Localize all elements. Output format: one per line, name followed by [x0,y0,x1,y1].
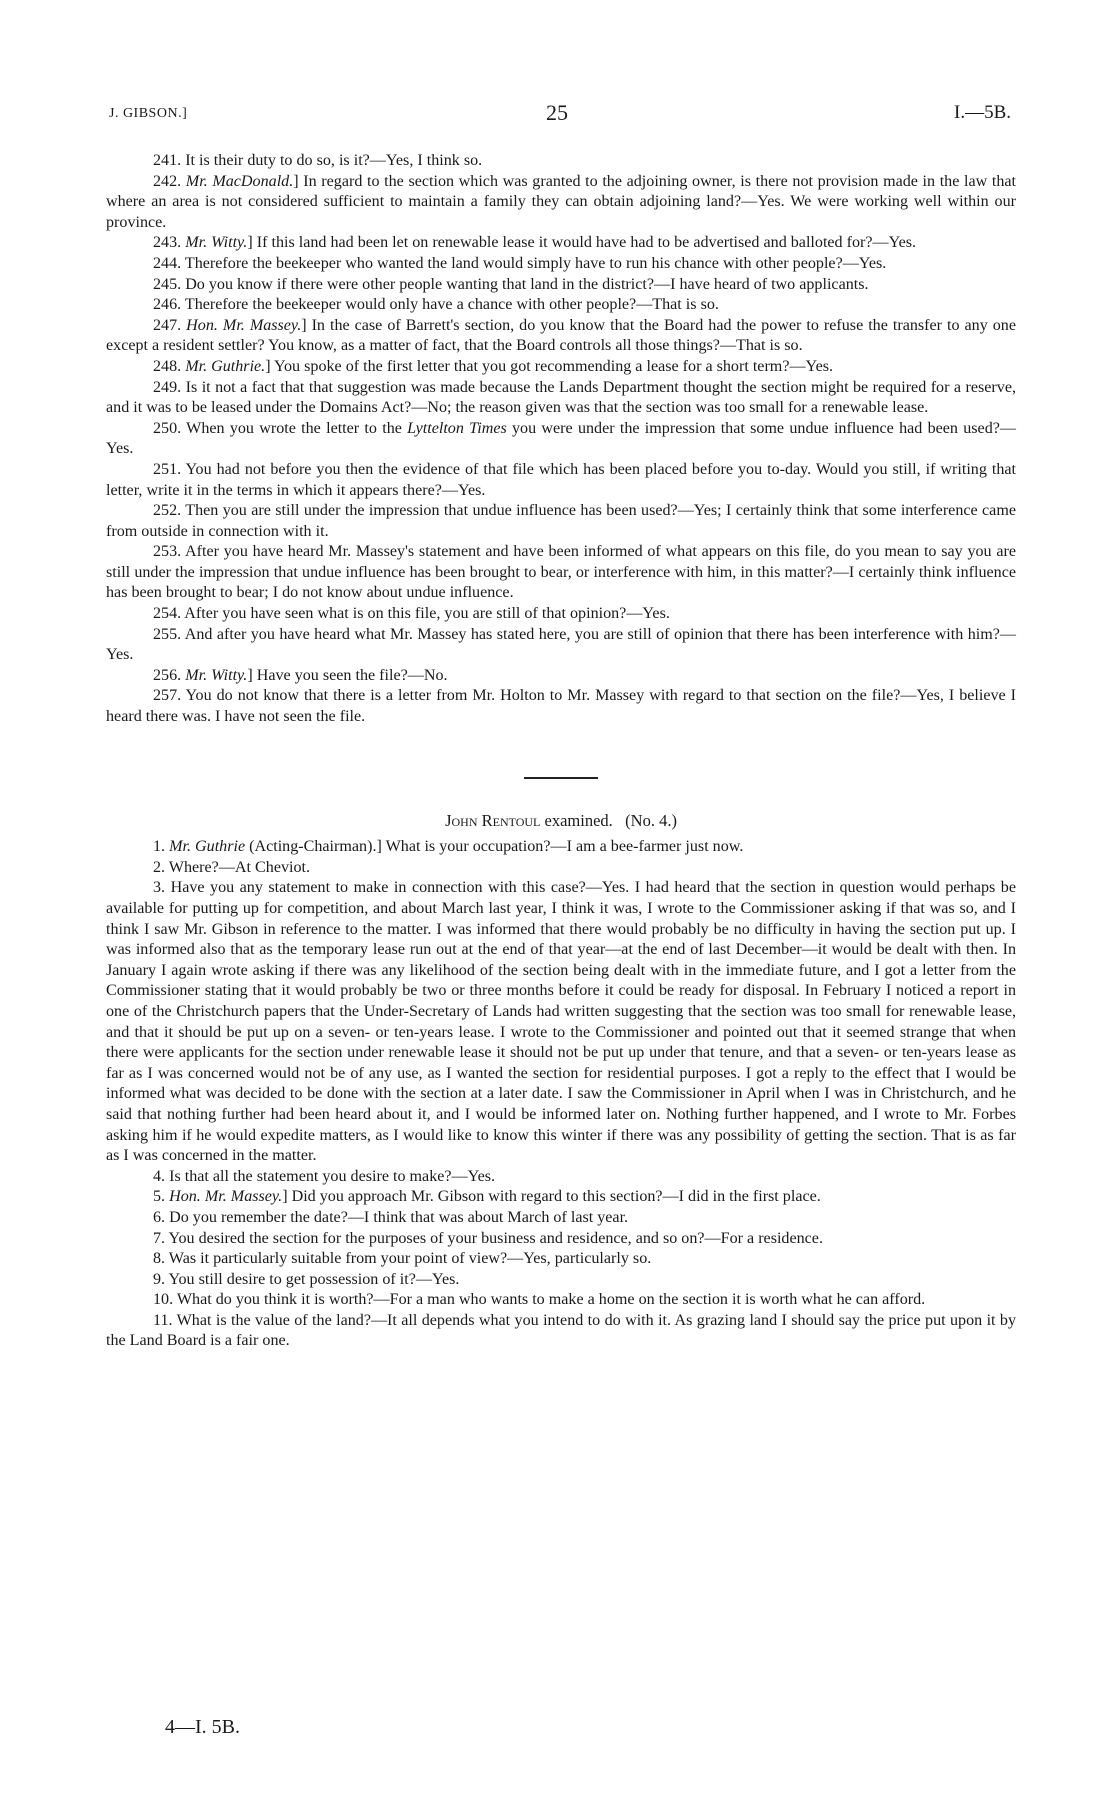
question-answer-paragraph [106,1311,1016,1352]
paragraph-text: 248. [153,357,186,375]
paragraph-text: 1. [153,838,170,856]
question-answer-paragraph [106,419,1016,460]
paragraph-text: 7. You desired the section for the purposes of your business and residence, and so on?—For a residence. [153,1229,823,1247]
paragraph-text: 9. You still desire to get possession of it?—Yes. [153,1270,460,1288]
question-answer-paragraph [106,254,1016,275]
paragraph-text: 6. Do you remember the date?—I think that was about March of last year. [153,1208,629,1226]
question-answer-paragraph [106,316,1016,357]
paragraph-text: 3. Have you any statement to make in connection with this case?—Yes. I had heard that the section in question would perhaps be available for putting up for competition, and about March last year, I think it was, I wrote to the Commissioner asking if that was so, and I think I saw Mr. Gibson in reference to the matter. I was informed that there would probably be no difficulty in having the section put up. I was informed also that as the temporary lease run out at the end of that year—at the end of last December—it would be dealt with then. In January I again wrote asking if there was any likelihood of the section being dealt with in the immediate future, and I got a letter from the Commissioner stating that it would probably be two or three months before it could be ready for disposal. In February I noticed a report in one of the Christchurch papers that the Under-Secretary of Lands had written suggesting that the section was too small for renewable lease, and that it should be put up on a seven- or ten-years lease. I wrote to the Commissioner and pointed out that it seemed strange that when there were applicants for the section under renewable lease it should not be put up under that tenure, and that a seven- or ten-years lease as far as I was concerned would not be of any use, as I wanted the section for residential purposes. I got a reply to the effect that I would be informed what was decided to be done with the section at a later date. I saw the Commissioner in April when I was in Christchurch, and he said that nothing further had been heard about it, and I would be informed later on. Nothing further happened, and I wrote to Mr. Forbes asking him if he would expedite matters, as I would like to know this winter if there was any possibility of getting the section. That is as far as I was concerned in the matter. [106,879,1016,1165]
speaker-name: Hon. Mr. Massey. [169,1188,283,1206]
paragraph-text: 249. Is it not a fact that that suggestion was made because the Lands Department thought the section might be required for a reserve, and it was to be leased under the Domains Act?—No; the reason given was that the section was too small for a renewable lease. [106,378,1016,417]
paragraph-text: 254. After you have seen what is on this file, you are still of that opinion?—Yes. [153,605,670,623]
question-answer-paragraph [106,1290,1016,1311]
gibson-evidence-block [106,151,1016,728]
question-answer-paragraph [106,1229,1016,1250]
speaker-name: Mr. MacDonald. [185,172,294,190]
question-answer-paragraph [106,460,1016,501]
speaker-name: Mr. Witty. [185,666,248,684]
paragraph-text: ] In the case of Barrett's section, do you know that the Board had the power to refuse the transfer to any one except a resident settler? You know, as a matter of fact, that the Board controls all those things?—That is so. [106,316,1016,355]
paragraph-text: 250. When you wrote the letter to the [153,419,408,437]
question-answer-paragraph [106,1270,1016,1291]
paragraph-text: 255. And after you have heard what Mr. Massey has stated here, you are still of opinion that there has been interference with him?—Yes. [106,625,1016,664]
paragraph-text: 257. You do not know that there is a letter from Mr. Holton to Mr. Massey with regard to that section on the file?—Yes, I believe I heard there was. I have not seen the file. [106,687,1016,726]
question-answer-paragraph [106,604,1016,625]
evidence-body [106,151,1016,1352]
question-answer-paragraph [106,275,1016,296]
paragraph-text: 251. You had not before you then the evidence of that file which has been placed before you to-day. Would you still, if writing that letter, write it in the terms in which it appears there?—Yes. [106,460,1016,499]
paragraph-text: ] Have you seen the file?—No. [247,666,448,684]
speaker-name: Mr. Guthrie. [185,357,266,375]
paragraph-text: 4. Is that all the statement you desire to make?—Yes. [153,1167,496,1185]
question-answer-paragraph [106,625,1016,666]
question-answer-paragraph [106,172,1016,234]
paragraph-text: 10. What do you think it is worth?—For a man who wants to make a home on the section it is worth what he can afford. [153,1291,926,1309]
header-witness-name: J. GIBSON.] [109,106,188,121]
question-answer-paragraph [106,686,1016,727]
question-answer-paragraph [106,357,1016,378]
paragraph-text: 5. [153,1188,170,1206]
paragraph-text: ] You spoke of the first letter that you got recommending a lease for a short term?—Yes. [265,357,834,375]
paragraph-text: 243. [153,234,186,252]
paragraph-text: 2. Where?—At Cheviot. [153,858,311,876]
speaker-name: Mr. Witty. [185,234,248,252]
question-answer-paragraph [106,1249,1016,1270]
paragraph-text: 246. Therefore the beekeeper would only have a chance with other people?—That is so. [153,296,719,314]
witness-examined-label: examined. [540,810,613,830]
paragraph-text: (Acting-Chairman).] What is your occupation?—I am a bee-farmer just now. [245,838,744,856]
paragraph-text: 247. [153,316,187,334]
paragraph-text: 241. It is their duty to do so, is it?—Yes, I think so. [153,152,483,169]
speaker-name: Hon. Mr. Massey. [186,316,302,334]
witness-name: John Rentoul [445,810,541,830]
paragraph-text: you were under the impression that some undue influence had been used?—Yes. [106,419,1016,458]
paragraph-text: 245. Do you know if there were other people wanting that land in the district?—I have heard of two applicants. [153,275,869,293]
question-answer-paragraph [106,295,1016,316]
question-answer-paragraph [106,1187,1016,1208]
question-answer-paragraph [106,1208,1016,1229]
question-answer-paragraph [106,233,1016,254]
witness-number: (No. 4.) [625,810,677,830]
paragraph-text: 253. After you have heard Mr. Massey's statement and have been informed of what appears on this file, do you mean to say you are still under the impression that undue influence has been brought to bear, or interference with him, in this matter?—I certainly think influence has been brought to bear; I do not know about undue influence. [106,543,1016,602]
speaker-name: Mr. Guthrie [169,838,246,856]
paragraph-text: ] Did you approach Mr. Gibson with regard to this section?—I did in the first place. [282,1188,821,1206]
section-heading [106,811,1016,832]
question-answer-paragraph [106,151,1016,172]
paragraph-text: 244. Therefore the beekeeper who wanted the land would simply have to run his chance with other people?—Yes. [153,254,887,272]
question-answer-paragraph [106,837,1016,858]
paragraph-text: 11. What is the value of the land?—It all depends what you intend to do with it. As grazing land I should say the price put upon it by the Land Board is a fair one. [106,1311,1016,1350]
speaker-name: Lyttelton Times [407,419,507,437]
question-answer-paragraph [106,878,1016,1166]
question-answer-paragraph [106,1167,1016,1188]
paragraph-text: 8. Was it particularly suitable from your point of view?—Yes, particularly so. [153,1250,652,1268]
paragraph-text: 252. Then you are still under the impression that undue influence has been used?—Yes; I certainly think that some interference came from outside in connection with it. [106,502,1016,540]
paragraph-text: 242. [153,172,186,190]
question-answer-paragraph [106,542,1016,604]
page-header [103,100,1011,128]
printer-signature: 4—I. 5B. [165,1716,240,1738]
question-answer-paragraph [106,858,1016,879]
page-number: 25 [546,100,568,125]
paragraph-text: ] If this land had been let on renewable lease it would have had to be advertised and balloted for?—Yes. [247,234,917,252]
question-answer-paragraph [106,378,1016,419]
question-answer-paragraph [106,501,1016,542]
question-answer-paragraph [106,666,1016,687]
header-paper-reference: I.—5B. [954,102,1011,123]
rentoul-evidence-block [106,837,1016,1352]
section-divider [524,777,598,779]
paragraph-text: 256. [153,666,186,684]
paragraph-text: ] In regard to the section which was granted to the adjoining owner, is there not provision made in the law that where an area is not considered sufficient to maintain a family they can obtain adjoining land?—Yes. We were working well within our province. [106,172,1016,231]
